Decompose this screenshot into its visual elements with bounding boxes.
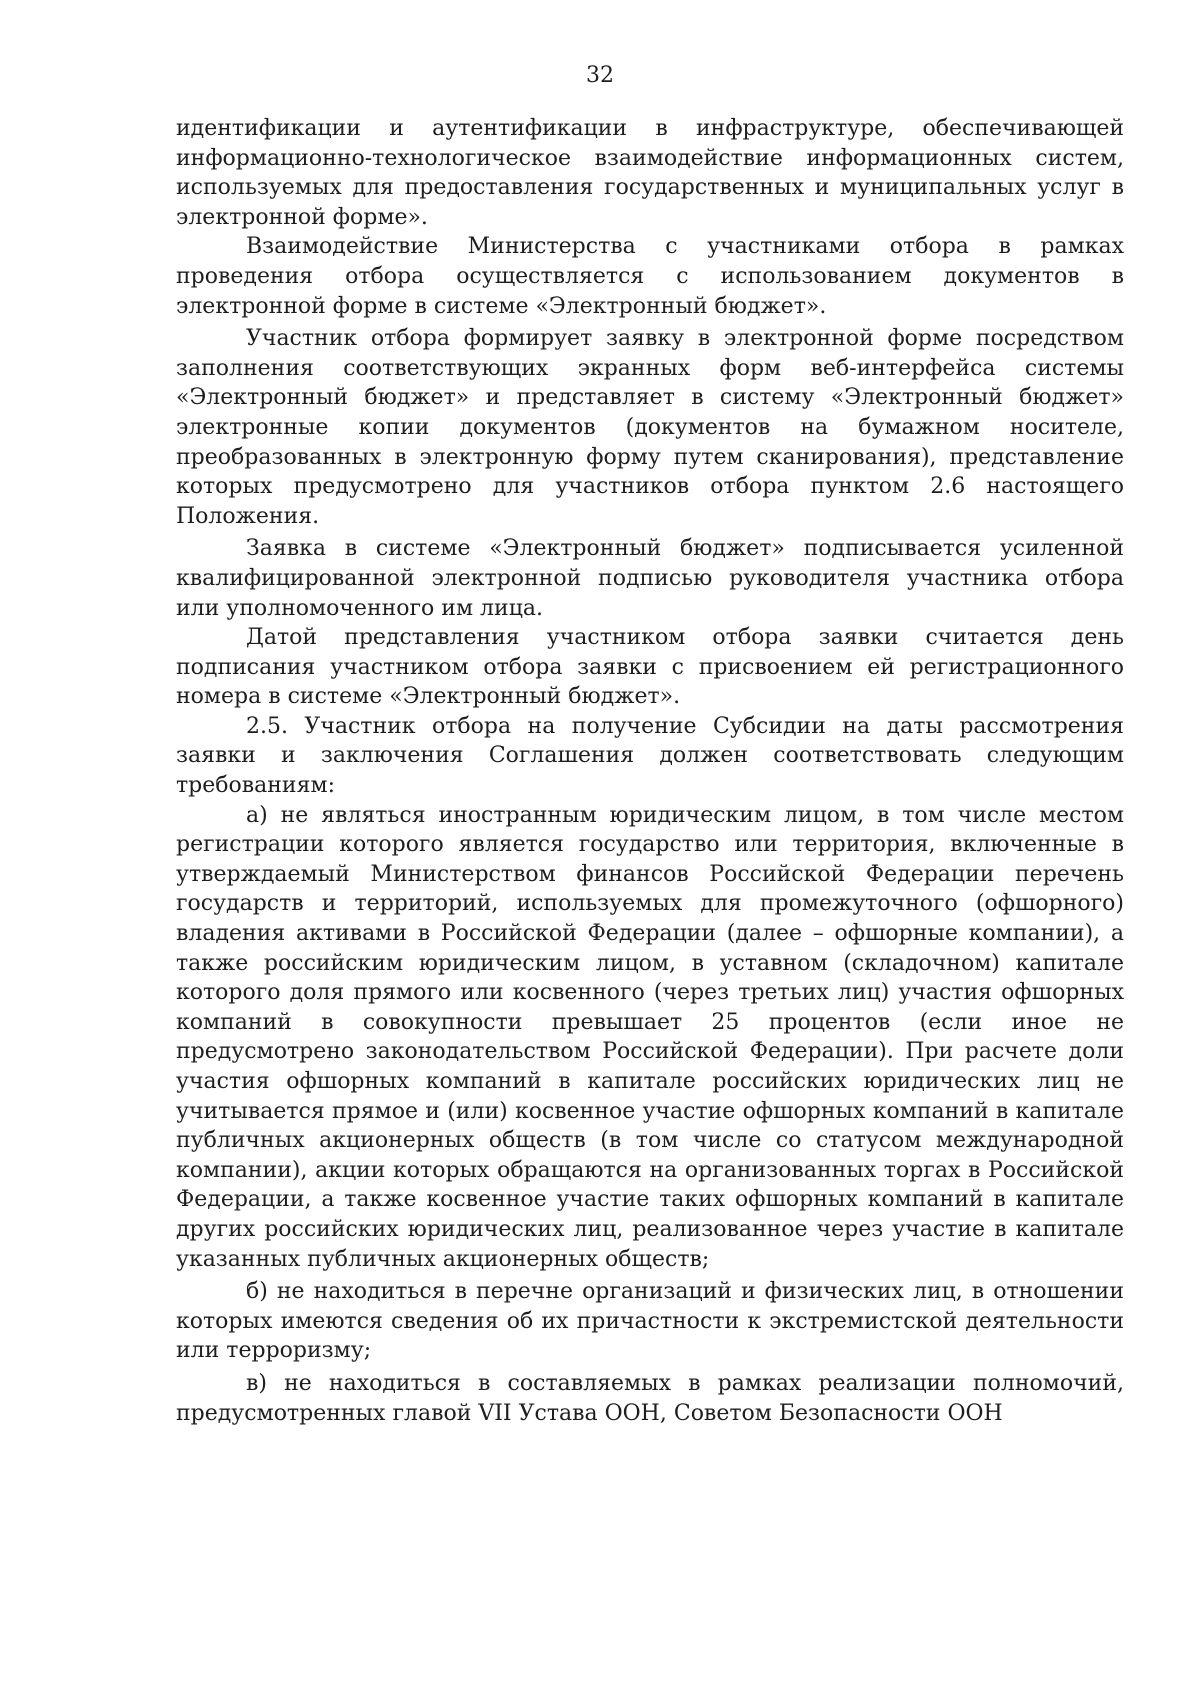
paragraph-item-b: б) не находиться в перечне организаций и физических лиц, в отношении которых имеются сведения об их причастности к экстремистской деятельности или терроризму; (176, 1279, 1124, 1364)
paragraph-application-forming: Участник отбора формирует заявку в электронной форме посредством заполнения соответствующих экранных форм веб-интерфейса системы «Электронный бюджет» и представляет в систему «Электронный бюджет» электронные копии документов (документов на бумажном носителе, преобразованных в электронную форму путем сканирования), представление которых предусмотрено для участников отбора пунктом 2.6 настоящего Положения. (176, 326, 1124, 529)
paragraph-item-a: а) не являться иностранным юридическим лицом, в том числе местом регистрации которого является государство или территория, включенные в утверждаемый Министерством финансов Российской Федерации перечень государств и территорий, используемых для промежуточного (офшорного) владения активами в Российской Федерации (далее – офшорные компании), а также российским юридическим лицом, в уставном (складочном) капитале которого доля прямого или косвенного (через третьих лиц) участия офшорных компаний в совокупности превышает 25 процентов (если иное не предусмотрено законодательством Российской Федерации). При расчете доли участия офшорных компаний в капитале российских юридических лиц не учитывается прямое и (или) косвенное участие офшорных компаний в капитале публичных акционерных обществ (в том числе со статусом международной компании), акции которых обращаются на организованных торгах в Российской Федерации, а также косвенное участие таких офшорных компаний в капитале других российских юридических лиц, реализованное через участие в капитале указанных публичных акционерных обществ; (176, 802, 1124, 1272)
paragraph-item-v: в) не находиться в составляемых в рамках реализации полномочий, предусмотренных главой VII Устава ООН, Советом Безопасности ООН (176, 1370, 1124, 1426)
paragraph-signature: Заявка в системе «Электронный бюджет» подписывается усиленной квалифицированной электронной подписью руководителя участника отбора или уполномоченного им лица. (176, 536, 1124, 621)
paragraph-continuation: идентификации и аутентификации в инфраструктуре, обеспечивающей информационно-технологическое взаимодействие информационных систем, используемых для предоставления государственных и муниципальных услуг в электронной форме». (176, 116, 1124, 230)
page-number: 32 (586, 63, 614, 88)
paragraph-submission-date: Датой представления участником отбора заявки считается день подписания участником отбора заявки с присвоением ей регистрационного номера в системе «Электронный бюджет». (176, 625, 1124, 710)
document-body (176, 114, 1124, 1428)
paragraph-section-2-5: 2.5. Участник отбора на получение Субсидии на даты рассмотрения заявки и заключения Соглашения должен соответствовать следующим требованиям: (176, 713, 1124, 799)
paragraph-interaction: Взаимодействие Министерства с участниками отбора в рамках проведения отбора осуществляется с использованием документов в электронной форме в системе «Электронный бюджет». (176, 234, 1124, 319)
